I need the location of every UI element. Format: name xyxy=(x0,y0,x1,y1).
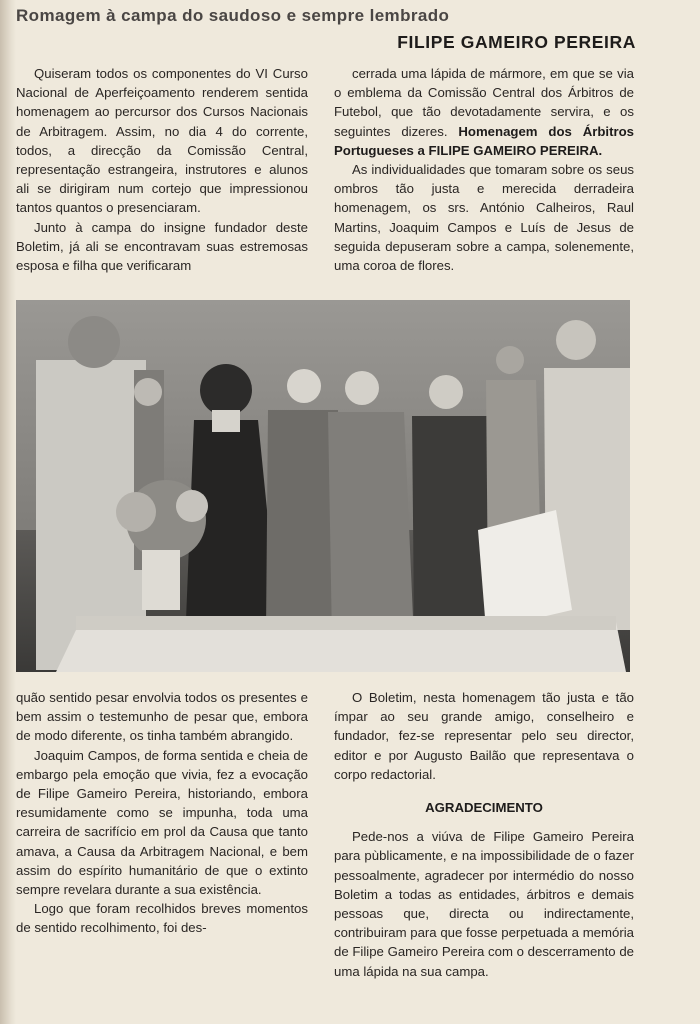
section-heading: AGRADECIMENTO xyxy=(425,800,543,816)
paragraph-text: cerrada uma lápida de mármore, em que se via o emblema da Comissão Central dos Árbitros de Futebol, que tão devotadamente servira, e os seguintes dizeres. xyxy=(334,66,634,139)
paragraph: Quiseram todos os componentes do VI Curso Nacional de Aperfeiçoamento renderem sentida homenagem ao percursor dos Cursos Nacionais de Arbitragem. Assim, no dia 4 do corrente, todos, a direcção da Comissão Central, representação estrangeira, instrutores e alunos ali se dirigiram num cortejo que impressionou tantos quantos o presenciaram. xyxy=(16,66,308,216)
column-bottom-left xyxy=(16,688,308,938)
column-top-left xyxy=(16,64,308,275)
dedication-text: Homenagem dos Árbitros Portugueses a FILIPE GAMEIRO PEREIRA. xyxy=(334,123,634,158)
column-bottom-right xyxy=(334,688,634,981)
article-subtitle: FILIPE GAMEIRO PEREIRA xyxy=(397,32,636,52)
paragraph: quão sentido pesar envolvia todos os presentes e bem assim o testemunho de pesar que, embora de modo diferente, os tinha também abrangido. xyxy=(16,690,308,744)
column-top-right xyxy=(334,64,634,275)
article-title: Romagem à campa do saudoso e sempre lembrado xyxy=(16,6,450,25)
paragraph: Logo que foram recolhidos breves momentos de sentido recolhimento, foi des- xyxy=(16,901,308,936)
ceremony-photo xyxy=(16,300,630,672)
paragraph: Junto à campa do insigne fundador deste Boletim, já ali se encontravam suas estremosas esposa e filha que verificaram xyxy=(16,219,308,274)
paragraph: As individualidades que tomaram sobre os seus ombros tão justa e merecida derradeira homenagem, os srs. António Calheiros, Raul Martins, Joaquim Campos e Luís de Jesus de seguida depuseram sobre a campa, solenemente, uma coroa de flores. xyxy=(334,162,634,274)
paragraph xyxy=(334,64,634,160)
page-spine xyxy=(0,0,16,1024)
paragraph: O Boletim, nesta homenagem tão justa e tão ímpar ao seu grande amigo, conselheiro e fundador, fez-se representar pelo seu director, editor e por Augusto Bailão que representava o corpo redactorial. xyxy=(334,690,634,782)
paragraph: Joaquim Campos, de forma sentida e cheia de embargo pela emoção que vivia, fez a evocação de Filipe Gameiro Pereira, historiando, embora resumidamente como se impunha, toda uma carreira de sacrifício em prol da Causa que tanto amava, a Causa da Arbitragem Nacional, e bem assim do espírito humanitário de que o extinto sempre revelara durante a sua existência. xyxy=(16,747,308,898)
paragraph: Pede-nos a viúva de Filipe Gameiro Pereira para pùblicamente, e na impossibilidade de o fazer pessoalmente, agradecer por intermédio do nosso Boletim a todas as entidades, árbitros e demais pessoas que, directa ou indirectamente, contribuiram para que fosse perpetuada a memória de Filipe Gameiro Pereira com o descerramento de uma lápida na sua campa. xyxy=(334,829,634,979)
